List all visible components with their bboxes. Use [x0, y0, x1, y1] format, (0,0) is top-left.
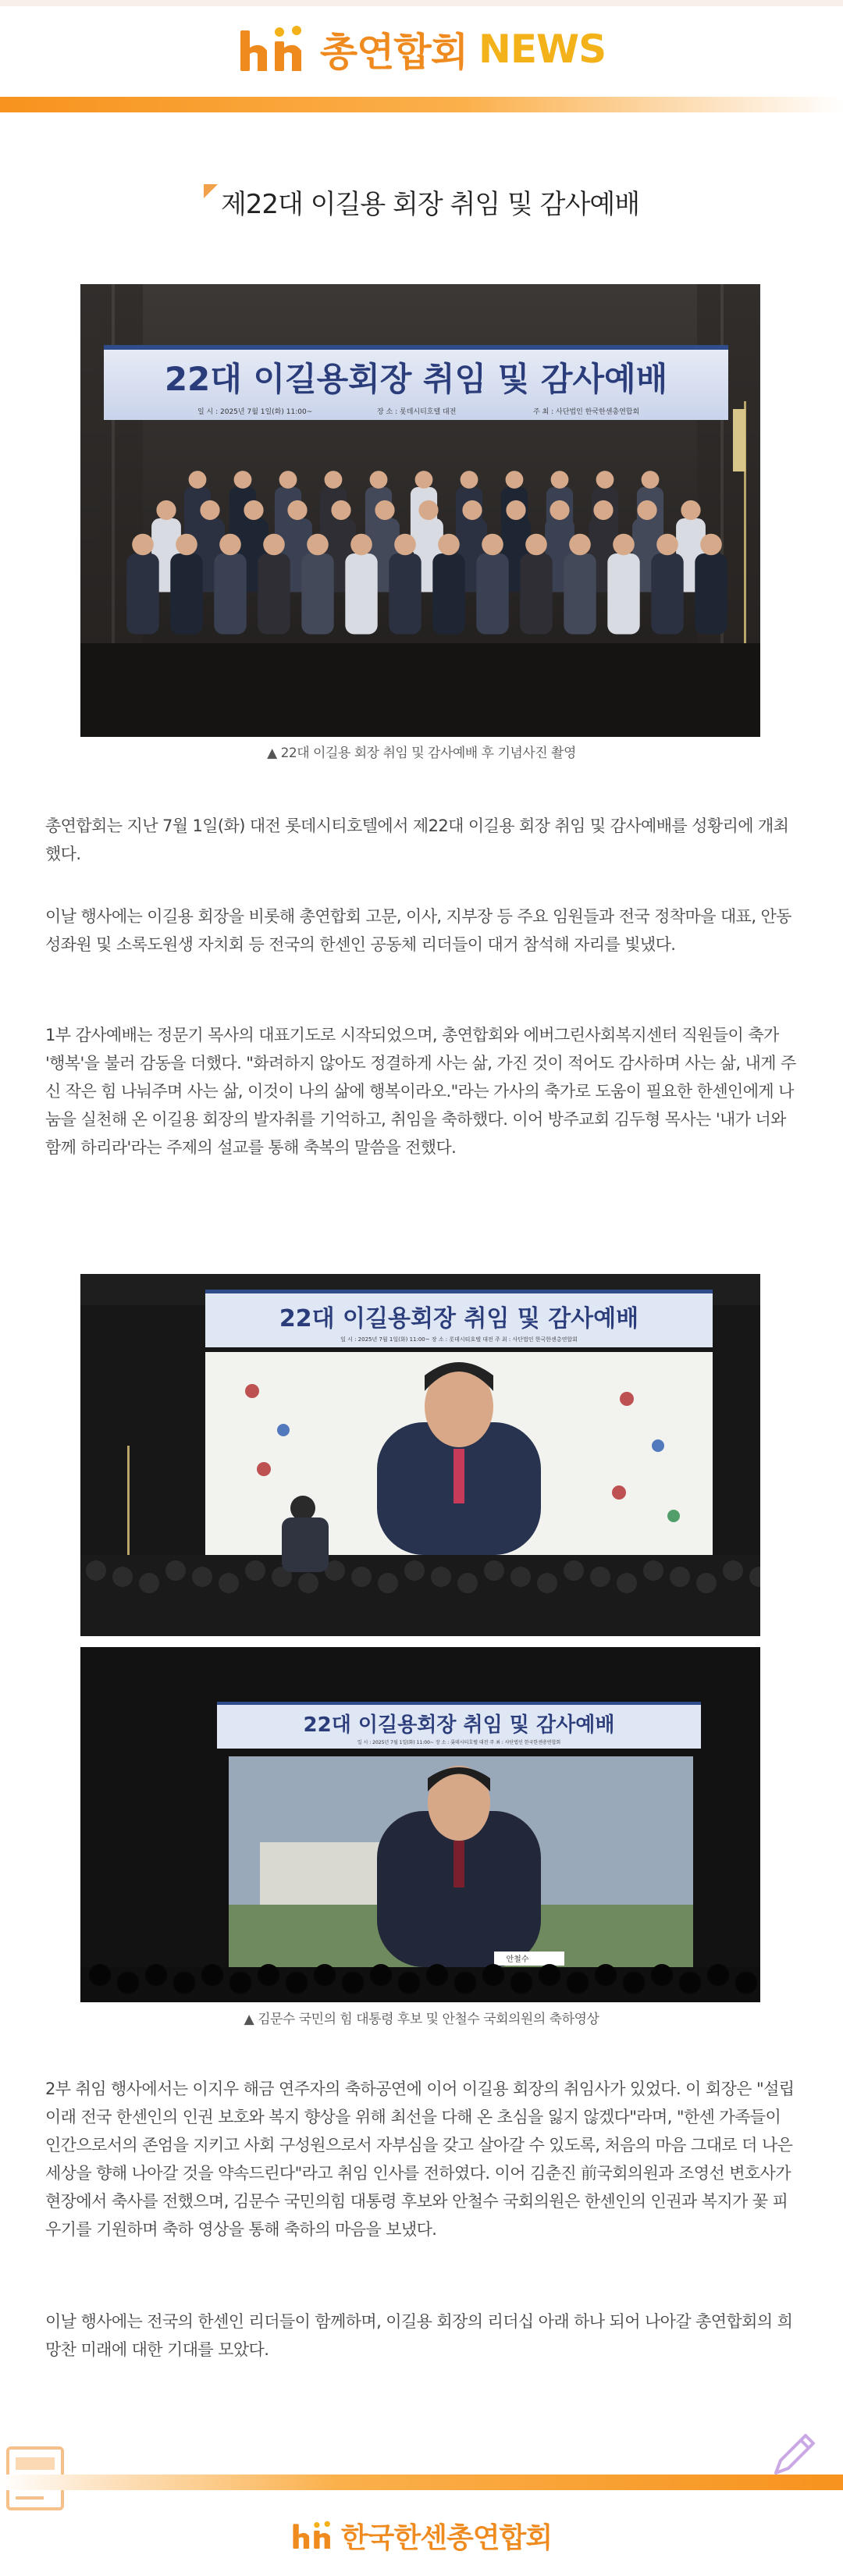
footer-logo	[0, 2512, 843, 2559]
congrats-video-photo-1	[80, 1274, 760, 1636]
title-corner-mark	[204, 184, 218, 198]
paragraph-4: 2부 취임 행사에서는 이지우 해금 연주자의 축하공연에 이어 이길용 회장의 취임사가 있었다. 이 회장은 "설립 이래 전국 한센인의 인권 보호와 복지 향상을 위해 최선을 다해 온 초심을 잃지 않겠다"라며, "한센 가족들이 인간으로서의 존엄을 지키고 사회 구성원으로서 자부심을 갖고 살아갈 수 있도록, 처음의 마음 그대로 더 나은 세상을 향해 나아갈 것을 약속드린다"라고 취임 인사를 전하였다. 이어 김춘진 前국회의원과 조영선 변호사가 현장에서 축사를 전했으며, 김문수 국민의힘 대통령 후보와 안철수 국회의원은 한센인의 인권과 복지가 꽃 피우기를 기원하며 축하 영상을 통해 축하의 마음을 보냈다.	[45, 2080, 795, 2239]
congrats-video-photo-2	[80, 1647, 760, 2002]
photo1-banner-host: 주 최 : 사단법인 한국한센총연합회	[533, 408, 640, 416]
header-topline	[0, 0, 843, 6]
photo1-banner-place: 장 소 : 롯데시티호텔 대전	[377, 408, 457, 416]
paragraph-2: 이날 행사에는 이길용 회장을 비롯해 총연합회 고문, 이사, 지부장 등 주요 임원들과 전국 정착마을 대표, 안동성좌원 및 소록도원생 자치회 등 전국의 한센인 공동체 리더들이 대거 참석해 자리를 빛냈다.	[45, 907, 791, 954]
photo2-banner-info: 일 시 : 2025년 7월 1일(화) 11:00~ 장 소 : 롯데시티호텔 대전 주 최 : 사단법인 한국한센총연합회	[340, 1336, 578, 1343]
hh-logo-icon	[237, 24, 309, 74]
title-wrap	[204, 183, 639, 221]
photo3-caption: ▲ 김문수 국민의 힘 대통령 후보 및 안철수 국회의원의 축하영상	[244, 2012, 599, 2027]
paragraph-1: 총연합회는 지난 7월 1일(화) 대전 롯데시티호텔에서 제22대 이길용 회장 취임 및 감사예배를 성황리에 개최했다.	[45, 817, 789, 863]
photo3-name-tag: 안철수	[506, 1955, 529, 1964]
header	[0, 0, 843, 109]
article-title: 제22대 이길용 회장 취임 및 감사예배	[220, 188, 640, 220]
congrats-video-image-1	[80, 1274, 760, 1636]
congrats-video-image-2	[80, 1647, 760, 2002]
header-logo	[0, 22, 843, 76]
photo2-banner-title: 22대 이길용회장 취임 및 감사예배	[279, 1305, 639, 1332]
header-news-label: NEWS	[478, 27, 606, 72]
hh-logo-icon	[291, 2520, 335, 2551]
photo3-banner-title: 22대 이길용회장 취임 및 감사예배	[303, 1713, 615, 1737]
header-org-name: 총연합회	[319, 30, 468, 75]
group-photo-image	[80, 284, 760, 737]
photo3-banner-info: 일 시 : 2025년 7월 1일(화) 11:00~ 장 소 : 롯데시티호텔 대전 주 최 : 사단법인 한국한센총연합회	[357, 1740, 561, 1745]
photo1-banner-date: 일 시 : 2025년 7월 1일(화) 11:00~	[197, 408, 313, 416]
group-photo	[80, 284, 760, 737]
title-row	[0, 178, 843, 225]
photo1-caption: ▲ 22대 이길용 회장 취임 및 감사예배 후 기념사진 촬영	[267, 745, 576, 761]
paragraph-5: 이날 행사에는 전국의 한센인 리더들이 함께하며, 이길용 회장의 리더십 아래 하나 되어 나아갈 총연합회의 희망찬 미래에 대한 기대를 모았다.	[45, 2312, 793, 2359]
footer-accent-bar	[0, 2475, 843, 2490]
footer-org-name: 한국한센총연합회	[340, 2521, 553, 2554]
header-accent-bar	[0, 97, 843, 112]
photo1-banner-title: 22대 이길용회장 취임 및 감사예배	[164, 360, 668, 398]
paragraph-3: 1부 감사예배는 정문기 목사의 대표기도로 시작되었으며, 총연합회와 에버그린사회복지센터 직원들이 축가 '행복'을 불러 감동을 더했다. "화려하지 않아도 정결하게 사는 삶, 가진 것이 적어도 감사하며 사는 삶, 내게 주신 작은 힘 나눠주며 사는 삶, 이것이 나의 삶에 행복이라오."라는 가사의 축가로 도움이 필요한 한센인에게 나눔을 실천해 온 이길용 회장의 발자취를 기억하고, 취임을 축하했다. 이어 방주교회 김두형 목사는 '내가 너와 함께 하리라'라는 주제의 설교를 통해 축복의 말씀을 전했다.	[45, 1026, 796, 1157]
